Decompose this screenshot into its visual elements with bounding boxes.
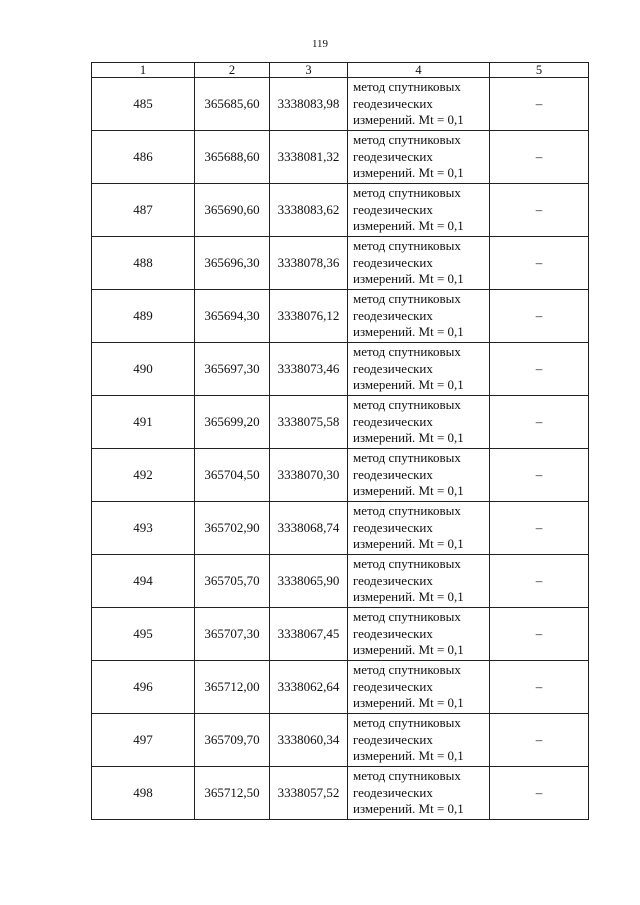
col5-cell: –	[490, 661, 589, 714]
table-row	[92, 502, 589, 555]
coord-y-cell: 3338083,98	[270, 78, 348, 131]
coord-x-cell: 365685,60	[195, 78, 270, 131]
method-cell	[348, 237, 490, 290]
coord-x-cell: 365690,60	[195, 184, 270, 237]
point-number-cell: 487	[92, 184, 195, 237]
header-col-1: 1	[92, 63, 195, 78]
table-row	[92, 449, 589, 502]
col5-cell: –	[490, 290, 589, 343]
table-header	[92, 63, 589, 78]
method-line: метод спутниковых	[353, 609, 461, 625]
point-number-cell: 498	[92, 767, 195, 820]
coord-y-cell: 3338067,45	[270, 608, 348, 661]
method-line: метод спутниковых	[353, 132, 461, 148]
page-number: 119	[311, 38, 329, 50]
method-line: метод спутниковых	[353, 662, 461, 678]
coord-x-cell: 365705,70	[195, 555, 270, 608]
method-line: измерений. Mt = 0,1	[353, 324, 464, 340]
method-line: метод спутниковых	[353, 291, 461, 307]
method-line: измерений. Mt = 0,1	[353, 589, 464, 605]
coord-x-cell: 365699,20	[195, 396, 270, 449]
table-row	[92, 396, 589, 449]
method-line: измерений. Mt = 0,1	[353, 430, 464, 446]
method-line: измерений. Mt = 0,1	[353, 483, 464, 499]
header-col-3: 3	[270, 63, 348, 78]
method-line: геодезических	[353, 466, 433, 482]
method-cell	[348, 131, 490, 184]
method-line: измерений. Mt = 0,1	[353, 218, 464, 234]
method-line: метод спутниковых	[353, 238, 461, 254]
point-number-cell: 490	[92, 343, 195, 396]
coord-y-cell: 3338083,62	[270, 184, 348, 237]
col5-cell: –	[490, 78, 589, 131]
coord-x-cell: 365704,50	[195, 449, 270, 502]
point-number-cell: 486	[92, 131, 195, 184]
coord-y-cell: 3338070,30	[270, 449, 348, 502]
table-row	[92, 767, 589, 820]
table-row	[92, 608, 589, 661]
table-row	[92, 237, 589, 290]
point-number-cell: 496	[92, 661, 195, 714]
method-line: измерений. Mt = 0,1	[353, 377, 464, 393]
table-row	[92, 343, 589, 396]
coord-y-cell: 3338078,36	[270, 237, 348, 290]
method-line: геодезических	[353, 307, 433, 323]
col5-cell: –	[490, 449, 589, 502]
coord-x-cell: 365712,00	[195, 661, 270, 714]
method-line: геодезических	[353, 254, 433, 270]
method-line: измерений. Mt = 0,1	[353, 695, 464, 711]
col5-cell: –	[490, 608, 589, 661]
coord-x-cell: 365702,90	[195, 502, 270, 555]
point-number-cell: 494	[92, 555, 195, 608]
method-line: метод спутниковых	[353, 185, 461, 201]
header-col-4: 4	[348, 63, 490, 78]
table-row	[92, 555, 589, 608]
col5-cell: –	[490, 396, 589, 449]
method-cell	[348, 502, 490, 555]
coord-y-cell: 3338073,46	[270, 343, 348, 396]
method-line: измерений. Mt = 0,1	[353, 271, 464, 287]
method-line: измерений. Mt = 0,1	[353, 801, 464, 817]
coordinates-table	[91, 62, 589, 820]
method-line: измерений. Mt = 0,1	[353, 536, 464, 552]
col5-cell: –	[490, 767, 589, 820]
col5-cell: –	[490, 131, 589, 184]
coord-x-cell: 365696,30	[195, 237, 270, 290]
method-line: метод спутниковых	[353, 715, 461, 731]
point-number-cell: 489	[92, 290, 195, 343]
method-line: метод спутниковых	[353, 768, 461, 784]
coord-y-cell: 3338081,32	[270, 131, 348, 184]
coord-x-cell: 365697,30	[195, 343, 270, 396]
col5-cell: –	[490, 184, 589, 237]
coord-x-cell: 365694,30	[195, 290, 270, 343]
method-line: метод спутниковых	[353, 556, 461, 572]
method-cell	[348, 184, 490, 237]
coord-y-cell: 3338057,52	[270, 767, 348, 820]
point-number-cell: 495	[92, 608, 195, 661]
method-cell	[348, 396, 490, 449]
coord-x-cell: 365707,30	[195, 608, 270, 661]
method-cell	[348, 767, 490, 820]
method-cell	[348, 555, 490, 608]
header-row	[92, 63, 589, 78]
col5-cell: –	[490, 714, 589, 767]
method-line: геодезических	[353, 678, 433, 694]
coord-y-cell: 3338060,34	[270, 714, 348, 767]
coord-x-cell: 365712,50	[195, 767, 270, 820]
point-number-cell: 493	[92, 502, 195, 555]
col5-cell: –	[490, 502, 589, 555]
col5-cell: –	[490, 343, 589, 396]
point-number-cell: 485	[92, 78, 195, 131]
method-line: геодезических	[353, 519, 433, 535]
coord-x-cell: 365709,70	[195, 714, 270, 767]
method-cell	[348, 608, 490, 661]
method-line: метод спутниковых	[353, 79, 461, 95]
point-number-cell: 488	[92, 237, 195, 290]
coord-y-cell: 3338062,64	[270, 661, 348, 714]
method-cell	[348, 290, 490, 343]
method-line: геодезических	[353, 148, 433, 164]
method-cell	[348, 449, 490, 502]
method-line: метод спутниковых	[353, 397, 461, 413]
method-line: геодезических	[353, 360, 433, 376]
method-line: метод спутниковых	[353, 503, 461, 519]
method-cell	[348, 714, 490, 767]
method-cell	[348, 343, 490, 396]
method-line: метод спутниковых	[353, 450, 461, 466]
table-row	[92, 184, 589, 237]
point-number-cell: 497	[92, 714, 195, 767]
method-line: геодезических	[353, 784, 433, 800]
coord-y-cell: 3338076,12	[270, 290, 348, 343]
method-line: геодезических	[353, 731, 433, 747]
method-line: геодезических	[353, 572, 433, 588]
method-cell	[348, 661, 490, 714]
coord-y-cell: 3338068,74	[270, 502, 348, 555]
method-line: геодезических	[353, 625, 433, 641]
table-row	[92, 78, 589, 131]
coord-x-cell: 365688,60	[195, 131, 270, 184]
method-line: измерений. Mt = 0,1	[353, 642, 464, 658]
method-line: геодезических	[353, 201, 433, 217]
header-col-2: 2	[195, 63, 270, 78]
method-cell	[348, 78, 490, 131]
coord-y-cell: 3338075,58	[270, 396, 348, 449]
method-line: геодезических	[353, 413, 433, 429]
point-number-cell: 492	[92, 449, 195, 502]
method-line: метод спутниковых	[353, 344, 461, 360]
col5-cell: –	[490, 237, 589, 290]
method-line: измерений. Mt = 0,1	[353, 112, 464, 128]
method-line: геодезических	[353, 95, 433, 111]
method-line: измерений. Mt = 0,1	[353, 165, 464, 181]
table-row	[92, 661, 589, 714]
table-row	[92, 714, 589, 767]
coord-y-cell: 3338065,90	[270, 555, 348, 608]
method-line: измерений. Mt = 0,1	[353, 748, 464, 764]
header-col-5: 5	[490, 63, 589, 78]
table-row	[92, 131, 589, 184]
point-number-cell: 491	[92, 396, 195, 449]
table-row	[92, 290, 589, 343]
col5-cell: –	[490, 555, 589, 608]
table-body	[92, 78, 589, 820]
